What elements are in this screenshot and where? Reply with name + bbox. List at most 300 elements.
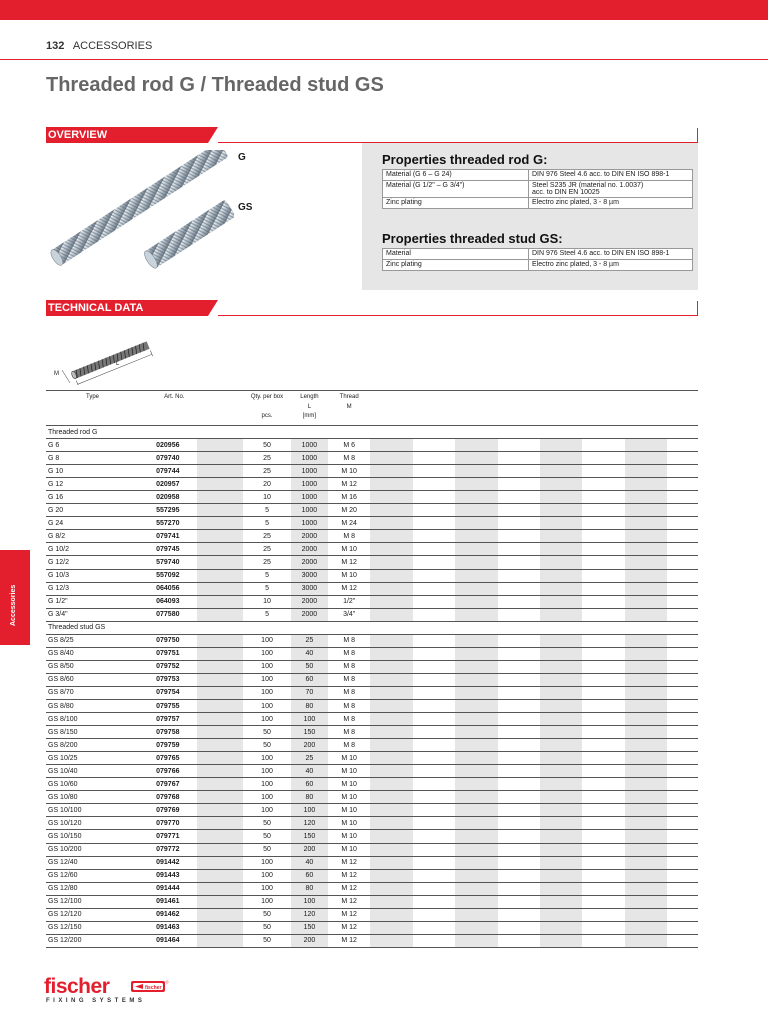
cell-empty (625, 895, 667, 908)
cell-empty (455, 752, 497, 765)
technical-label: TECHNICAL DATA (46, 300, 208, 316)
cell-empty (582, 752, 624, 765)
cell-thr: M 8 (328, 530, 370, 543)
props-gs-table (382, 248, 693, 271)
cell-empty (455, 843, 497, 856)
thread-header-label: Thread (339, 394, 359, 400)
cell-empty (413, 830, 455, 843)
cell-len: 2000 (291, 595, 328, 608)
cell-empty (455, 530, 497, 543)
cell-empty (498, 660, 540, 673)
cell-empty (455, 673, 497, 686)
cell-empty (197, 439, 244, 452)
cell-thr: M 8 (328, 634, 370, 647)
cell-empty (413, 582, 455, 595)
cell-empty (370, 869, 412, 882)
table-row (46, 739, 698, 752)
cell-empty (455, 660, 497, 673)
cell-empty (540, 686, 582, 699)
cell-empty (625, 543, 667, 556)
cell-empty (667, 882, 698, 895)
cell-empty (498, 752, 540, 765)
cell-thr: M 8 (328, 647, 370, 660)
table-row (46, 686, 698, 699)
cell-len: 80 (291, 882, 328, 895)
cell-thr: M 8 (328, 739, 370, 752)
cell-type: G 12 (46, 478, 154, 491)
table-row (46, 921, 698, 934)
cell-empty (413, 908, 455, 921)
cell-thr: M 10 (328, 465, 370, 478)
cell-empty (498, 647, 540, 660)
cell-type: GS 8/40 (46, 647, 154, 660)
cell-empty (370, 856, 412, 869)
cell-thr: M 12 (328, 856, 370, 869)
cell-len: 100 (291, 713, 328, 726)
cell-art: 579740 (154, 556, 196, 569)
prop-value: DIN 976 Steel 4.6 acc. to DIN EN ISO 898-1 (529, 249, 693, 260)
col-header-thread (328, 391, 370, 426)
cell-empty (455, 556, 497, 569)
cell-empty (413, 895, 455, 908)
cell-type: G 24 (46, 517, 154, 530)
cell-empty (413, 739, 455, 752)
cell-empty (197, 608, 244, 621)
cell-empty (498, 608, 540, 621)
cell-empty (540, 934, 582, 947)
cell-type: G 12/2 (46, 556, 154, 569)
cell-empty (667, 530, 698, 543)
cell-empty (197, 713, 244, 726)
col-header-art: Art. No. (154, 391, 196, 426)
cell-len: 3000 (291, 569, 328, 582)
col-header-qty (243, 391, 291, 426)
cell-type: G 10 (46, 465, 154, 478)
cell-type: GS 8/150 (46, 726, 154, 739)
cell-empty (370, 686, 412, 699)
cell-empty (370, 478, 412, 491)
cell-empty (197, 686, 244, 699)
cell-thr: M 10 (328, 752, 370, 765)
cell-empty (413, 660, 455, 673)
cell-type: GS 8/80 (46, 699, 154, 712)
cell-empty (540, 804, 582, 817)
cell-empty (413, 778, 455, 791)
cell-thr: M 8 (328, 713, 370, 726)
prop-name: Zinc plating (383, 260, 529, 271)
cell-art: 091464 (154, 934, 196, 947)
props-row (383, 198, 693, 209)
cell-empty (667, 908, 698, 921)
prop-value (529, 181, 693, 198)
cell-len: 100 (291, 804, 328, 817)
cell-empty (582, 830, 624, 843)
cell-len: 2000 (291, 543, 328, 556)
cell-thr: M 8 (328, 673, 370, 686)
cell-empty (498, 686, 540, 699)
cell-art: 079752 (154, 660, 196, 673)
cell-empty (667, 921, 698, 934)
cell-qty: 5 (243, 608, 291, 621)
cell-empty (625, 804, 667, 817)
cell-empty (498, 804, 540, 817)
prop-name: Zinc plating (383, 198, 529, 209)
cell-empty (455, 804, 497, 817)
cell-empty (413, 673, 455, 686)
cell-empty (498, 634, 540, 647)
cell-empty (540, 504, 582, 517)
cell-type: GS 10/60 (46, 778, 154, 791)
section-name: ACCESSORIES (72, 40, 153, 52)
cell-empty (498, 856, 540, 869)
cell-type: GS 10/80 (46, 791, 154, 804)
cell-empty (413, 843, 455, 856)
cell-thr: M 12 (328, 908, 370, 921)
cell-empty (498, 582, 540, 595)
cell-empty (197, 530, 244, 543)
props-row (383, 260, 693, 271)
cell-empty (582, 778, 624, 791)
cell-empty (370, 556, 412, 569)
cell-empty (667, 504, 698, 517)
cell-empty (498, 556, 540, 569)
cell-thr: M 10 (328, 791, 370, 804)
cell-empty (582, 660, 624, 673)
cell-empty (413, 595, 455, 608)
cell-len: 1000 (291, 491, 328, 504)
cell-art: 020958 (154, 491, 196, 504)
cell-empty (540, 543, 582, 556)
cell-empty (582, 608, 624, 621)
cell-qty: 100 (243, 634, 291, 647)
cell-qty: 10 (243, 491, 291, 504)
qty-header-label: Qty. per box (250, 394, 284, 400)
cell-empty (455, 686, 497, 699)
cell-art: 091463 (154, 921, 196, 934)
cell-thr: 1/2" (328, 595, 370, 608)
cell-qty: 100 (243, 778, 291, 791)
cell-empty (197, 726, 244, 739)
col-header-length (291, 391, 328, 426)
cell-empty (370, 439, 412, 452)
table-group-row (46, 621, 698, 634)
cell-empty (582, 843, 624, 856)
overview-rule-end (697, 128, 698, 143)
top-brand-bar (0, 0, 768, 20)
cell-thr: M 16 (328, 491, 370, 504)
cell-empty (667, 804, 698, 817)
cell-empty (455, 921, 497, 934)
table-row (46, 569, 698, 582)
cell-empty (197, 647, 244, 660)
cell-qty: 5 (243, 569, 291, 582)
cell-qty: 100 (243, 752, 291, 765)
cell-empty (197, 765, 244, 778)
cell-empty (498, 673, 540, 686)
cell-len: 2000 (291, 556, 328, 569)
cell-empty (625, 908, 667, 921)
cell-empty (413, 686, 455, 699)
cell-empty (582, 439, 624, 452)
cell-empty (197, 504, 244, 517)
table-row (46, 843, 698, 856)
cell-empty (540, 882, 582, 895)
cell-empty (667, 830, 698, 843)
cell-art: 020957 (154, 478, 196, 491)
cell-empty (625, 921, 667, 934)
cell-empty (582, 686, 624, 699)
table-row (46, 530, 698, 543)
prop-value: Electro zinc plated, 3 - 8 µm (529, 260, 693, 271)
cell-empty (540, 856, 582, 869)
cell-qty: 50 (243, 843, 291, 856)
cell-empty (455, 543, 497, 556)
side-tab-accessories (0, 550, 30, 645)
cell-empty (197, 491, 244, 504)
cell-empty (370, 739, 412, 752)
cell-art: 091442 (154, 856, 196, 869)
cell-empty (540, 843, 582, 856)
cell-empty (455, 504, 497, 517)
thread-header-symbol: M (346, 404, 352, 410)
cell-empty (540, 817, 582, 830)
cell-empty (370, 843, 412, 856)
cell-len: 120 (291, 817, 328, 830)
cell-thr: M 10 (328, 817, 370, 830)
cell-empty (625, 843, 667, 856)
table-row (46, 517, 698, 530)
cell-empty (582, 595, 624, 608)
cell-type: GS 10/150 (46, 830, 154, 843)
cell-art: 079744 (154, 465, 196, 478)
cell-type: G 3/4" (46, 608, 154, 621)
cell-type: G 8 (46, 452, 154, 465)
dimension-diagram (44, 335, 164, 385)
cell-len: 70 (291, 686, 328, 699)
cell-empty (625, 673, 667, 686)
cell-qty: 5 (243, 517, 291, 530)
cell-empty (540, 921, 582, 934)
table-row (46, 765, 698, 778)
cell-empty (498, 843, 540, 856)
cell-empty (455, 869, 497, 882)
table-row (46, 634, 698, 647)
cell-qty: 50 (243, 830, 291, 843)
prop-name: Material (383, 249, 529, 260)
technical-section-bar (46, 300, 698, 316)
cell-empty (370, 726, 412, 739)
cell-type: GS 12/80 (46, 882, 154, 895)
cell-art: 079769 (154, 804, 196, 817)
cell-empty (455, 817, 497, 830)
cell-art: 079740 (154, 452, 196, 465)
cell-type: G 10/2 (46, 543, 154, 556)
cell-empty (582, 882, 624, 895)
cell-len: 50 (291, 660, 328, 673)
cell-qty: 100 (243, 686, 291, 699)
prop-value: DIN 976 Steel 4.6 acc. to DIN EN ISO 898-1 (529, 170, 693, 181)
cell-empty (197, 595, 244, 608)
length-header-unit: [mm] (302, 413, 317, 419)
cell-empty (455, 608, 497, 621)
props-gs-heading: Properties threaded stud GS: (382, 231, 563, 246)
cell-empty (455, 634, 497, 647)
cell-empty (540, 465, 582, 478)
props-row (383, 170, 693, 181)
table-row (46, 452, 698, 465)
table-header-row (46, 391, 698, 426)
cell-empty (370, 634, 412, 647)
cell-empty (667, 491, 698, 504)
cell-empty (455, 478, 497, 491)
cell-type: GS 12/150 (46, 921, 154, 934)
cell-empty (667, 843, 698, 856)
cell-empty (413, 478, 455, 491)
cell-empty (625, 452, 667, 465)
cell-len: 40 (291, 647, 328, 660)
cell-empty (667, 791, 698, 804)
cell-type: G 10/3 (46, 569, 154, 582)
table-group-row (46, 426, 698, 439)
cell-empty (413, 791, 455, 804)
cell-qty: 5 (243, 504, 291, 517)
cell-thr: M 10 (328, 543, 370, 556)
cell-empty (498, 713, 540, 726)
cell-len: 1000 (291, 452, 328, 465)
cell-empty (197, 778, 244, 791)
cell-qty: 10 (243, 595, 291, 608)
cell-empty (197, 921, 244, 934)
cell-empty (625, 530, 667, 543)
cell-empty (667, 726, 698, 739)
cell-empty (370, 921, 412, 934)
cell-empty (197, 752, 244, 765)
prop-name: Material (G 6 – G 24) (383, 170, 529, 181)
cell-empty (498, 595, 540, 608)
table-row (46, 934, 698, 947)
cell-empty (498, 569, 540, 582)
brand-tagline: FIXING SYSTEMS (46, 998, 146, 1004)
cell-empty (455, 595, 497, 608)
cell-empty (625, 517, 667, 530)
cell-thr: M 8 (328, 686, 370, 699)
cell-qty: 100 (243, 869, 291, 882)
cell-empty (498, 882, 540, 895)
cell-empty (413, 934, 455, 947)
props-row (383, 181, 693, 198)
cell-empty (455, 765, 497, 778)
cell-qty: 50 (243, 439, 291, 452)
cell-empty (625, 582, 667, 595)
cell-empty (667, 699, 698, 712)
cell-empty (197, 934, 244, 947)
properties-panel (362, 143, 698, 290)
cell-empty (582, 791, 624, 804)
cell-art: 064056 (154, 582, 196, 595)
cell-empty (582, 634, 624, 647)
cell-empty (667, 752, 698, 765)
cell-empty (498, 817, 540, 830)
table-row (46, 699, 698, 712)
cell-empty (197, 843, 244, 856)
cell-len: 150 (291, 726, 328, 739)
cell-empty (455, 491, 497, 504)
page-number: 132 (46, 40, 65, 52)
overview-section-bar (46, 127, 698, 143)
cell-empty (455, 452, 497, 465)
cell-qty: 25 (243, 556, 291, 569)
cell-empty (197, 830, 244, 843)
cell-empty (582, 895, 624, 908)
cell-empty (413, 608, 455, 621)
cell-len: 60 (291, 778, 328, 791)
table-row (46, 895, 698, 908)
cell-qty: 25 (243, 530, 291, 543)
cell-empty (540, 778, 582, 791)
cell-type: GS 8/50 (46, 660, 154, 673)
cell-qty: 100 (243, 713, 291, 726)
cell-len: 200 (291, 934, 328, 947)
cell-empty (540, 582, 582, 595)
cell-art: 557270 (154, 517, 196, 530)
table-row (46, 869, 698, 882)
cell-empty (540, 752, 582, 765)
cell-empty (667, 517, 698, 530)
cell-empty (197, 791, 244, 804)
cell-empty (498, 830, 540, 843)
cell-thr: M 12 (328, 895, 370, 908)
cell-empty (625, 647, 667, 660)
cell-empty (582, 817, 624, 830)
page-header (46, 40, 152, 52)
props-row (383, 249, 693, 260)
table-row (46, 752, 698, 765)
cell-qty: 50 (243, 726, 291, 739)
cell-empty (455, 778, 497, 791)
cell-empty (625, 752, 667, 765)
cell-empty (455, 791, 497, 804)
cell-art: 079757 (154, 713, 196, 726)
technical-table-body (46, 426, 698, 948)
cell-empty (370, 765, 412, 778)
cell-empty (667, 778, 698, 791)
cell-art: 091443 (154, 869, 196, 882)
col-header-empty (370, 391, 698, 426)
cell-qty: 25 (243, 543, 291, 556)
cell-empty (667, 608, 698, 621)
cell-type: GS 8/25 (46, 634, 154, 647)
cell-empty (413, 543, 455, 556)
cell-empty (582, 739, 624, 752)
cell-type: GS 8/60 (46, 673, 154, 686)
diagram-label-length: L (116, 361, 120, 367)
cell-thr: M 12 (328, 934, 370, 947)
cell-empty (582, 699, 624, 712)
table-row (46, 582, 698, 595)
cell-empty (540, 726, 582, 739)
cell-empty (370, 530, 412, 543)
cell-empty (413, 817, 455, 830)
cell-empty (582, 491, 624, 504)
cell-qty: 100 (243, 647, 291, 660)
cell-empty (625, 686, 667, 699)
cell-empty (540, 647, 582, 660)
cell-len: 60 (291, 673, 328, 686)
table-row (46, 556, 698, 569)
table-row (46, 647, 698, 660)
cell-empty (455, 726, 497, 739)
cell-type: GS 8/200 (46, 739, 154, 752)
